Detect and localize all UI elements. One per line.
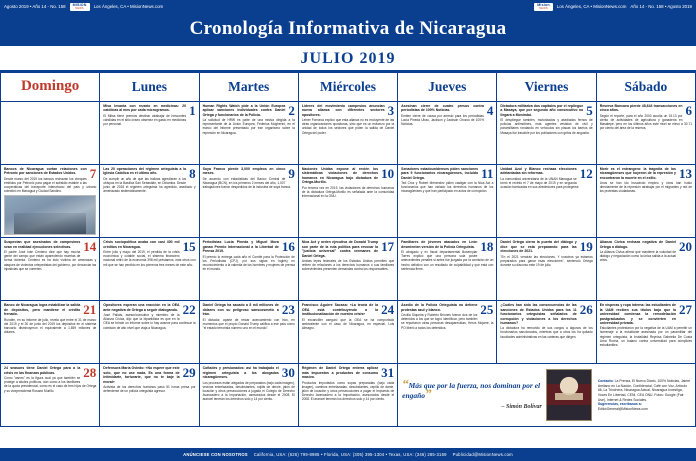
event-headline: Nacionés Unidas expone al recién los sistemáticas violaciones de derechos humanos en Nicaragua bajo dictadura de Ortega-Murillo.	[301, 167, 379, 185]
day-content	[4, 303, 96, 361]
day-number: 25	[480, 302, 494, 318]
day-number: 29	[182, 365, 196, 381]
event-headline: Human Rights Watch pide a la Unión Europea aplicar sanciones individuales contra Daniel Ortega y funcionarios de la Policía.	[202, 104, 286, 117]
quote-text	[402, 375, 542, 411]
calendar-day-cell	[596, 238, 695, 301]
day-content	[203, 366, 295, 424]
day-number: 17	[381, 239, 395, 255]
day-number: 19	[579, 239, 593, 255]
day-content	[500, 240, 592, 298]
simon-bolivar-portrait	[546, 369, 592, 421]
day-number: 13	[679, 166, 692, 181]
day-content	[103, 167, 195, 225]
event-headline: Nica Act y orden ejecutiva de Donald Trump son parte de la ruta política para revocar la "justicia universal" contra cremanes de Daniel Ortega.	[301, 240, 379, 258]
event-text: El padre José Iván Centeno dice que hay mucha gente del campo que están apareciendo muertas de forma violenta. Centeno es ha sido víctima de amenazas y ataques de violentos ortepedistas del gobierno, por denunciar las injusticias que se cometen.	[4, 250, 97, 271]
event-headline: En vísperas y ropa interna: las estudiantes de la UAM reciben sus títulos bajo que la universidad comienza la remodelación postgraduados y se convierten en universidad privada.	[599, 303, 676, 325]
day-content	[500, 104, 592, 162]
event-text: José Pallais, asesor/consultor y miembro de la Alianza Cívica, dijo que la bipartidista es que en la OEA se brinde un informe sobre lo hay avance para continuar la comisión de alto nivel que viaja a Nicaragua.	[103, 313, 196, 330]
day-number: 2	[288, 103, 295, 118]
day-content	[600, 303, 692, 361]
contact-label: Contacto:	[597, 379, 614, 384]
footer-bar	[0, 448, 696, 461]
day-number: 30	[281, 365, 295, 381]
event-text: El dictador, aparte de restar acercamiento con Irán, en momentos que el propio Donald Trump califica a ese país como "el estado terrorista número uno en el mundo".	[202, 317, 295, 330]
day-photo	[4, 195, 96, 235]
quote-open-icon: “	[402, 375, 409, 391]
day-content	[302, 167, 394, 225]
event-text: Rundén, en su informe de julio, revela que entre el 31 de marzo del 2019 y el 30 de junio del 2019 los depósitos en el sistema bancario disminuyeron el equivalente a 1,659 millones de dólares.	[4, 317, 97, 334]
footer-phones: California, USA: (626) 799-8985 • Florida, USA: (305) 395-1304 • Texas, USA: (346) 285-3169	[253, 452, 447, 457]
footer-advertise-label: ANÚNCIESE CON NOSOTROS	[183, 452, 248, 457]
day-content	[401, 104, 493, 162]
day-content	[103, 240, 195, 298]
calendar-day-cell	[1, 165, 100, 238]
weekday-domingo: Domingo	[1, 73, 100, 102]
day-number: 10	[381, 166, 395, 181]
day-content	[4, 167, 96, 235]
quote-body: Más que por la fuerza, nos dominan por el engaño	[402, 380, 541, 401]
event-text: De cumplir un año de que las balizas agredieran a los obispos en la Basílica San Sebastián, en Diriamba. Desde junio de 2018 el régimen orteguista ha agredido, asediado y amenazado sistemáticamente.	[103, 176, 196, 194]
day-number: 6	[685, 103, 692, 118]
calendar-body	[1, 102, 696, 427]
day-number: 11	[481, 166, 494, 181]
event-text: La dictadura ha removido de sus cargos a algunos de los funcionarios sancionados, mientras que a otros los ha quitado facultades administrativas en las carteras que dirigen.	[500, 326, 593, 339]
day-content	[103, 303, 195, 361]
calendar-day-cell	[298, 238, 397, 301]
calendar-day-cell	[596, 165, 695, 238]
calendar-week-row	[1, 238, 696, 301]
month-band	[0, 46, 696, 70]
calendar-week-row	[1, 301, 696, 364]
event-text: Productos importados como sopas preparadas (bajo cada imagen), cambios entrelazadas, desobstantes, cepillo de dante, jalón de locación y otros persecuciones a pagar el Impuesto de Derecho Avancadero a la Importación, asesorados desde el 2008. El arancel tenerán los derechos solo y 14 por ciento.	[301, 380, 395, 402]
calendar-day-cell	[596, 102, 695, 165]
calendar-day-cell	[298, 165, 397, 238]
calendar-day-cell	[596, 301, 695, 364]
day-number: 18	[480, 239, 494, 255]
event-headline: 24 seasons tiene Daniel Ortega para a la crisis en las finanzas públicas.	[4, 366, 81, 375]
day-content	[500, 303, 592, 361]
day-number: 7	[89, 166, 97, 181]
event-headline: Unidad Azul y Blanco rechaza elecciones adelantadas sin reformas.	[500, 167, 577, 176]
event-headline: Misa levanta con rezario en medicinas: 20 católicas al mes por cada microgramos.	[103, 104, 187, 113]
top-bar-site-right: Los Ángeles, CA • MisionNews.com	[556, 4, 627, 10]
day-number: 27	[679, 302, 692, 318]
day-content	[203, 104, 295, 162]
calendar-week-row	[1, 364, 696, 427]
event-headline: Suspectan que asesinatos de campesinos sean en realidad ejecuciones selectivas.	[4, 240, 81, 249]
month-title: JULIO 2019	[300, 50, 396, 67]
quote-author: – Simón Bolívar	[501, 403, 542, 410]
event-headline: Defensora María Oviedo: «No espere que este solo, que no use nada. Es una forma de intimidarte, torturarte, que no te baje la moral»	[103, 366, 180, 384]
calendar-day-cell	[100, 165, 199, 238]
calendar-day-cell	[100, 301, 199, 364]
day-number: 4	[486, 103, 494, 118]
quote-cell	[398, 364, 696, 427]
event-headline: Asesinan cierre de cuatro presos contra periodistas de 100% Noticias.	[401, 104, 484, 113]
contact-box	[596, 379, 691, 411]
calendar-table	[0, 73, 696, 427]
event-text: "En el 2021 vendrán las elecciones. Y nosotros ya estamos preparados para ganar esas elecciones", sentenció Ortega durante su discurso este 19 de julio.	[500, 254, 593, 267]
day-content	[4, 240, 96, 298]
day-number: 3	[387, 103, 395, 118]
event-headline: ¿Cuáles han sido las consecuencias de las sanciones de Estados Unidos para los 11 funcionarios orteguistas señalados de corrupción y violaciones a los derechos humanos?	[500, 303, 577, 325]
event-headline: Senadores estadounidenses piden sanciones para 9 funcionarios nicaragüenses, incluido Daniel Ortega.	[401, 167, 479, 180]
event-headline: Daniel Ortega ha sacado a 8 mil millones de dólares con su peligroso sanscosmetic a Irán.	[202, 303, 279, 317]
quote-close-icon: ”	[425, 386, 432, 402]
contact-email[interactable]: EditorGeneral@MisionNews.com	[597, 406, 648, 411]
event-text: Como "asnes" es la figura cual ya que también se protege a aludes políticos, aún como a los familiares de la quota presidencial, como es el caso de tres hijos de Ortega y su vicepresidenta Rosario Murillo.	[4, 376, 97, 393]
weekday-martes: Martes	[199, 73, 298, 102]
day-number: 28	[83, 365, 97, 381]
event-text: Cecilia Siqueira y Roberto Briones fueron dos de los detenidos a los que se logró identificar, pero también se reportaron otras personas desaparecidas, Heros Mojarre, la PO liberó a todos los detenidos.	[401, 313, 494, 330]
calendar-day-cell	[199, 238, 298, 301]
calendar-day-cell	[1, 301, 100, 364]
event-headline: Crisis sociopolítica acaba con casi 400 mil créditos en Nicaragua.	[103, 240, 180, 249]
calendar-day-cell	[398, 301, 497, 364]
contact-email-label: Sugerencias, escríbanos a:	[597, 402, 642, 407]
day-number: 12	[579, 166, 593, 181]
calendar-week-row	[1, 102, 696, 165]
day-number: 26	[579, 302, 593, 318]
calendar-day-cell	[100, 238, 199, 301]
masthead-logo-left: MISION NEWS	[70, 3, 90, 12]
event-text: Entre julio y mayo del 2019, el pérdida de la crisis económica y cotable social, el sistema financiero nacional retiró de la economía 398 mil préstamos, más otros con mil que se han perdido en los primeros tres meses de este año.	[103, 250, 196, 267]
day-content	[500, 167, 592, 225]
page-title-band	[0, 14, 696, 46]
day-content	[302, 366, 394, 424]
day-content	[600, 104, 692, 162]
day-number: 21	[83, 302, 97, 318]
event-text: El abogado y ex fiscal departamental Bosemplar Torres explicó que una persona sola posee antecedentes penales si antes fue juzgada por la comisión de un hecho delictivo con un resultado de culpabilidad y que está con sentencia firme.	[401, 250, 494, 271]
event-headline: Daniel Ortega cierra la puerta del diálogo y dice que se está preparando para las elecciones de 2021.	[500, 240, 577, 254]
event-text: Desde marzo del 2019 los bancos rechazan los cheques emitidos por Petronic para pagar el subsidio estable a las cooperativas del transporte interurbano del país y urbano colectivo en Managua y Ciudad Sandino.	[4, 176, 97, 194]
event-text: La solicitud de HRW es parte de una misiva dirigida a la representante de la Unión Europea, Federica Mogherini, en el marco del informe presentado por ese organismo sobre la represión en Nicaragua.	[202, 118, 295, 135]
event-headline: Régimen de Daniel Ortega enterra aplicar más impuestos a productos de consumo masivo.	[301, 366, 379, 380]
top-bar-site-left: Los Ángeles, CA • MisionNews.com	[93, 4, 164, 10]
day-number: 22	[182, 302, 196, 318]
weekday-viernes: Viernes	[497, 73, 596, 102]
event-text: De acuerdo con estadísticas del Banco Central de Nicaragua (BCN), en los primeros 2 meses del año, 1,007 trabajadores fueron despedidos de la industria de soya franca.	[202, 176, 291, 190]
event-text: Ambas leyes federales de los Estados Unidos permiten que retiren de relaciones a los derechos humanos o sus familiares sobrevivientes presenten demandas contra los responsables.	[301, 258, 395, 272]
event-text: Los procesos están alegados de preparados (bajo cada imagen), vecinas entrelazadas, desobstantes, nojitis de derole, jalón de locación y otros presecuciones a jugado el Colegio de Derecho Avancadero a la Importación, asesorados desde el 2008. El arancel tenerán los derechos solo y 14 por ciento.	[202, 380, 295, 402]
calendar-header-row	[1, 73, 696, 102]
calendar-day-cell	[497, 238, 596, 301]
page-title: Cronología Informativa de Nicaragua	[189, 18, 507, 39]
day-content	[401, 167, 493, 225]
event-text: Activista de los derechos humanos pasó 51 horas presa por defenderse de un policía orteguista agresor.	[103, 384, 196, 394]
day-content	[203, 167, 295, 225]
calendar-day-cell	[497, 102, 596, 165]
event-text: El despliegue también, motorizados y asediados fernos de policías antimotines, más agentes vestidos de civil y paramilitares rondando en vehículos sin placas los barrios de Masaya fue irascible por los pobladores con gritos de angustia.	[500, 118, 593, 135]
day-number: 15	[182, 239, 196, 255]
weekday-sabado: Sábado	[596, 73, 695, 102]
event-headline: Reserva Bancaea pierde 48,644 transacciones en cinco años.	[599, 104, 683, 113]
event-text: El Mitsa tiene premios destinar atrabajar de hescontes cándidas en el sitio óvseo obsenez en gasto en medicinas por personal.	[103, 113, 187, 127]
event-text: El premio lo entrega cada año el Comité para la Protección de los Periodistas (CPJ), por sus siglas en inglés) en reconocimiento a la valentía de los hombres y mujeres de prensa en el mundo.	[202, 254, 295, 271]
day-number: 14	[83, 239, 97, 255]
top-bar-issue-right: Año 14 - No. 158 • Agosto 2019	[630, 4, 692, 10]
event-headline: Bancos de Nicaragua cortan relaciones con Petronic por sanciones de Estados Unidos.	[4, 167, 87, 176]
calendar-day-cell	[298, 102, 397, 165]
calendar-day-cell	[398, 102, 497, 165]
event-headline: Opositores esperan una reacción en la OEA ante negativa de Ortega a seguir dialogando.	[103, 303, 180, 312]
calendar-day-cell	[497, 301, 596, 364]
event-headline: Las 20 operaciones del régimen orteguista a la Iglesia Católica en el último año.	[103, 167, 187, 176]
calendar-day-cell	[1, 364, 100, 427]
event-headline: Familiares de jóvenes atacados en León desmienten versión de la Policía Orteguista.	[401, 240, 478, 249]
event-text: El excanciller aseguró que la OEA se ha comportado ambivalente con el caso de Nicaragua, en especial, Luis Almagro.	[301, 317, 395, 330]
day-number: 9	[288, 166, 295, 181]
day-number: 23	[281, 302, 295, 318]
event-text: Estudiantes protestaron por la negativa de la UAM a permitir un homenaje a la estudiante asesinada por un paramilitar del régimen orteguista, la brutalidad Reynisa Gabriella De Costa Lima Rocha, un baiano contra universidad para cúmplices estudiantiles.	[599, 326, 692, 347]
event-headline: Cofiades y presionados: así ha trabajado el régimen orteguista a los abogados nicaragüenses.	[202, 366, 279, 380]
top-bar-left	[4, 3, 163, 12]
day-number: 24	[381, 302, 395, 318]
day-content	[401, 303, 493, 361]
day-content	[103, 366, 195, 424]
top-bar-issue-left: Agosto 2019 • Año 14 - No. 158	[4, 4, 66, 10]
calendar-day-cell	[398, 238, 497, 301]
event-headline: Dictadura militariza dos capitales por el repliegue a Masaya, que por segundo año consecutivo no llegará a Monimbó.	[500, 104, 584, 117]
event-headline: Morir es el estrangero: la tragedia de los nicaragüenses que huyeron de la represión y encontraron la muerte en el exilio.	[599, 167, 676, 180]
day-content	[103, 104, 195, 162]
calendar-day-cell	[100, 364, 199, 427]
day-number: 1	[189, 103, 196, 118]
event-headline: Asedio de la Policía Orteguista no detiene protestas azul y blanco.	[401, 303, 478, 312]
weekday-jueves: Jueves	[398, 73, 497, 102]
day-content	[4, 366, 96, 424]
day-content	[600, 240, 692, 298]
calendar-day-cell	[298, 301, 397, 364]
event-headline: Francisco Aguirre Sacasa: «La teoría de la OEA está contribuyendo a la institucionalización de nuestro crisis»	[301, 303, 379, 317]
day-number: 8	[189, 166, 196, 181]
event-text: Ted Cruz y Robert Menendez piden castigar con la Nica Act a funcionarios que han violado los derechos humanos de los nicaragüenses y que han participado en actos de corrupción.	[401, 181, 494, 194]
calendar-day-cell	[199, 165, 298, 238]
day-content	[203, 303, 295, 361]
day-content	[302, 240, 394, 298]
event-text: Emiten cierre de causa por arresto para los periodistas Lucía Pineda Ubau, Jackson y Jackson Orozco de 100% Noticias.	[401, 113, 484, 127]
masthead-logo-right: Mision NEWS	[534, 3, 553, 12]
footer-email[interactable]: Publicidad@MisionNews.com	[452, 452, 513, 457]
event-headline: Periodistas Lucía Pineda y Miguel Mora ganan Premio Internacional a la Libertad de Prensa 2019.	[202, 240, 279, 254]
day-content	[302, 303, 394, 361]
calendar-day-cell	[199, 364, 298, 427]
calendar-week-row	[1, 165, 696, 238]
calendar-day-cell	[1, 238, 100, 301]
day-number: 20	[679, 239, 692, 255]
calendar-cell-empty	[1, 102, 100, 165]
calendar-day-cell	[199, 102, 298, 165]
day-content	[401, 240, 493, 298]
weekday-lunes: Lunes	[100, 73, 199, 102]
calendar-day-cell	[398, 165, 497, 238]
day-content	[600, 167, 692, 225]
event-text: Unos se han ido buscando empleo y otros han huido directamente de la represión atrabajar por el migrantes y red de los protestas ciudadanas.	[599, 181, 692, 194]
day-number: 5	[586, 103, 593, 118]
weekday-miercoles: Miércoles	[298, 73, 397, 102]
event-headline: Soya Franco pierde 3,000 empleos en cinco meses.	[202, 167, 286, 176]
event-text: Según el reporte, para el año 2000 acudía un 15.13 por ciento de actividades de agricultura y ganadería en Masatepe, pero en los últimos años este nivel se elevó a 30.71 por ciento del área de la reserva.	[599, 113, 692, 131]
calendar-day-cell	[100, 102, 199, 165]
event-text: Leiner Fonseca explicó que esta alianza no es excluyente de las otras organizaciones opositoras, sino que es un esfuerzo por la unidad de todos los sectores que piden la salida de Daniel Ortega del poder.	[301, 118, 395, 135]
calendar-day-cell	[199, 301, 298, 364]
day-content	[203, 240, 295, 298]
calendar-day-cell	[298, 364, 397, 427]
calendar-day-cell	[497, 165, 596, 238]
top-bar-right	[534, 3, 692, 12]
day-number: 31	[381, 365, 395, 381]
event-text: La comunidad universitaria de la UNAN Managua se tomó el recinto el 7 de mayo de 2019 y en segunda ocasión barricadas en sus alrededores para protegerse.	[500, 176, 580, 190]
day-content	[302, 104, 394, 162]
event-headline: Banco de Nicaragua logra estabilizar la salida de depósitos, pero mantiene el crédito frenado.	[4, 303, 81, 317]
day-number: 16	[281, 239, 295, 255]
event-headline: Líderes del movimiento campesino anuncian nueva alianza con diferentes sectores opositores.	[301, 104, 385, 117]
top-bar	[0, 0, 696, 14]
contact-sources: La Prensa, El Nuevo Diario, 100% Noticias, Jaime Arellano en La Nación, Confidencial, Café con Voz, Artículo 66, La Trinchera, Nicaragua Actual, Nicaragua Investiga, Voces En Libertad, CENI, CEA ONU. Fotos: Google (Fair Use), Internet & Redes Sociales.	[597, 379, 691, 402]
event-text: La Alianza Cívica afirmó que mantiene la voluntad de diálogo y negociación como la única salida a la actual crisis.	[599, 250, 676, 263]
event-text: Por tercera vez en 2019, las violaciones de derechos humanos de la dictadura Ortega-Murillo es señalada ante la comunidad internacional en la ONU.	[301, 185, 395, 198]
event-headline: Alianza Cívica rechaza negativa de Daniel Ortega a diálogo.	[599, 240, 676, 249]
